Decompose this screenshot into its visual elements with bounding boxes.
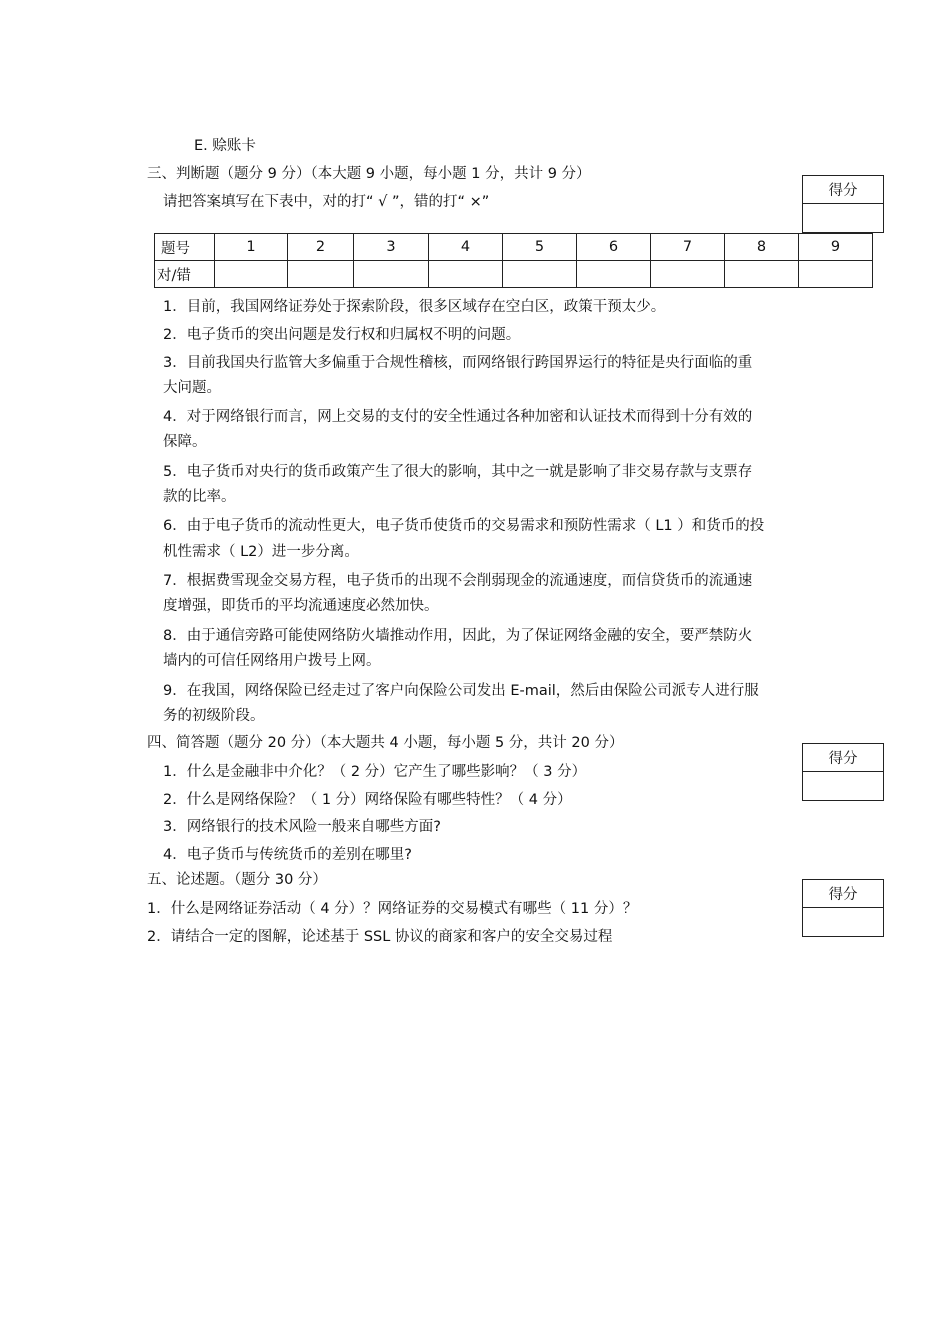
judge-question-4: 4．对于网络银行而言，网上交易的支付的安全性通过各种加密和认证技术而得到十分有效的 [163, 409, 753, 425]
judge-question-8: 8．由于通信旁路可能使网络防火墙推动作用，因此，为了保证网络金融的安全，要严禁防火 [163, 628, 753, 644]
short-question-1: 1．什么是金融非中介化？（ 2 分）它产生了哪些影响？（ 3 分） [163, 764, 587, 780]
section4-score-box [802, 743, 884, 801]
question-number-cell: 5 [503, 234, 577, 261]
question-number-cell: 8 [725, 234, 799, 261]
answer-cell[interactable] [799, 261, 873, 288]
question-number-cell: 6 [577, 234, 651, 261]
essay-question-2: 2．请结合一定的图解，论述基于 SSL 协议的商家和客户的安全交易过程 [147, 929, 613, 945]
answer-cell[interactable] [215, 261, 288, 288]
short-question-3: 3．网络银行的技术风险一般来自哪些方面? [163, 819, 441, 835]
header-label-cell: 题号 [155, 234, 215, 261]
answer-table [154, 233, 873, 288]
judge-question-4-cont: 保障。 [163, 434, 207, 450]
judge-question-9: 9．在我国，网络保险已经走过了客户向保险公司发出 E-mail，然后由保险公司派专人进行服 [163, 683, 759, 699]
judge-question-6-cont: 机性需求（ L2）进一步分离。 [163, 544, 359, 560]
score-label: 得分 [803, 176, 883, 204]
section5-score-box [802, 879, 884, 937]
judge-question-8-cont: 墙内的可信任网络用户拨号上网。 [163, 653, 381, 669]
score-label: 得分 [803, 880, 883, 908]
short-question-4: 4．电子货币与传统货币的差别在哪里? [163, 847, 412, 863]
question-number-cell: 4 [429, 234, 503, 261]
judge-question-6: 6．由于电子货币的流动性更大，电子货币使货币的交易需求和预防性需求（ L1 ）和货币的投 [163, 518, 765, 534]
section3-heading: 三、判断题（题分 9 分）（本大题 9 小题，每小题 1 分，共计 9 分） [147, 166, 591, 182]
answer-table-answer-row [155, 261, 873, 288]
section5-heading: 五、论述题。（题分 30 分） [147, 872, 327, 888]
judge-question-3: 3．目前我国央行监管大多偏重于合规性稽核，而网络银行跨国界运行的特征是央行面临的重 [163, 355, 753, 371]
judge-question-7: 7．根据费雪现金交易方程，电子货币的出现不会削弱现金的流通速度，而信贷货币的流通速 [163, 573, 753, 589]
question-number-cell: 1 [215, 234, 288, 261]
judge-question-9-cont: 务的初级阶段。 [163, 708, 265, 724]
answer-label-cell: 对/错 [155, 261, 215, 288]
judge-question-3-cont: 大问题。 [163, 380, 221, 396]
answer-cell[interactable] [725, 261, 799, 288]
option-e: E. 赊账卡 [194, 138, 256, 154]
judge-question-5: 5．电子货币对央行的货币政策产生了很大的影响，其中之一就是影响了非交易存款与支票存 [163, 464, 753, 480]
score-label: 得分 [803, 744, 883, 772]
judge-question-1: 1．目前，我国网络证券处于探索阶段，很多区域存在空白区，政策干预太少。 [163, 299, 666, 315]
answer-cell[interactable] [651, 261, 725, 288]
judge-question-7-cont: 度增强，即货币的平均流通速度必然加快。 [163, 598, 439, 614]
short-question-2: 2．什么是网络保险？（ 1 分）网络保险有哪些特性？（ 4 分） [163, 792, 572, 808]
answer-cell[interactable] [354, 261, 429, 288]
answer-cell[interactable] [288, 261, 354, 288]
answer-cell[interactable] [577, 261, 651, 288]
question-number-cell: 3 [354, 234, 429, 261]
judge-question-2: 2．电子货币的突出问题是发行权和归属权不明的问题。 [163, 327, 521, 343]
question-number-cell: 2 [288, 234, 354, 261]
section3-instruction: 请把答案填写在下表中，对的打“ √ ”，错的打“ ×” [163, 194, 490, 210]
judge-question-5-cont: 款的比率。 [163, 489, 236, 505]
answer-cell[interactable] [503, 261, 577, 288]
essay-question-1: 1．什么是网络证券活动（ 4 分）？网络证券的交易模式有哪些（ 11 分）？ [147, 901, 638, 917]
question-number-cell: 9 [799, 234, 873, 261]
question-number-cell: 7 [651, 234, 725, 261]
section4-heading: 四、简答题（题分 20 分）（本大题共 4 小题，每小题 5 分，共计 20 分） [147, 735, 624, 751]
answer-table-header-row [155, 234, 873, 261]
answer-cell[interactable] [429, 261, 503, 288]
section3-score-box [802, 175, 884, 233]
